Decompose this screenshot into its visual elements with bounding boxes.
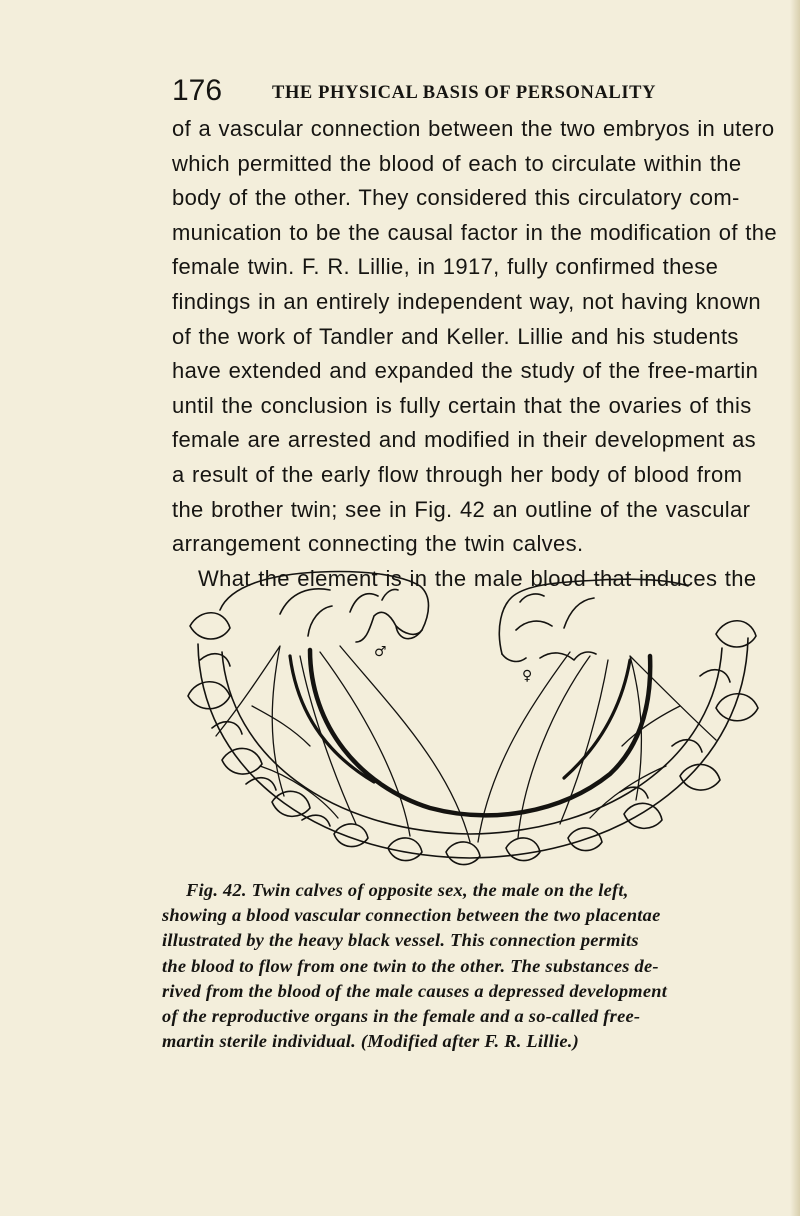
body-line: of the work of Tandler and Keller. Lillie and his students	[172, 323, 739, 349]
female-calf-head	[502, 594, 544, 661]
twin-calves-figure	[160, 556, 780, 874]
figure-caption	[162, 878, 772, 1054]
body-line: female are arrested and modified in their development as	[172, 427, 757, 453]
body-line: the brother twin; see in Fig. 42 an outline of the vascular	[172, 496, 751, 522]
female-calf-outline	[499, 579, 688, 660]
body-paragraph	[172, 112, 777, 596]
caption-line: showing a blood vascular connection between the two placentae	[162, 905, 661, 926]
page-number: 176	[172, 74, 223, 107]
male-calf-head	[382, 589, 422, 634]
caption-line: illustrated by the heavy black vessel. This connection permits	[162, 930, 639, 951]
twin-calves-illustration	[160, 556, 780, 874]
caption-line: rived from the blood of the male causes a depressed development	[162, 980, 668, 1001]
body-line: arrangement connecting the twin calves.	[172, 531, 584, 557]
body-line: until the conclusion is fully certain that the ovaries of this	[172, 392, 752, 418]
body-line: of a vascular connection between the two embryos in utero	[172, 116, 775, 141]
page-header	[172, 74, 692, 108]
body-line: munication to be the causal factor in the modification of the	[172, 219, 777, 245]
running-head: THE PHYSICAL BASIS OF PERSONALITY	[272, 83, 657, 103]
body-line: which permitted the blood of each to circulate within the	[172, 150, 742, 176]
male-calf-outline	[220, 572, 429, 642]
body-line: female twin. F. R. Lillie, in 1917, fully confirmed these	[172, 254, 719, 280]
caption-line: Fig. 42. Twin calves of opposite sex, the male on the left,	[186, 880, 629, 900]
connecting-vessel	[310, 650, 650, 815]
caption-line: the blood to flow from one twin to the other. The substances de-	[162, 955, 659, 976]
chorion-inner-arc	[222, 648, 722, 834]
body-line: body of the other. They considered this circulatory com-	[172, 185, 740, 211]
chorion-outer-arc	[198, 638, 748, 858]
body-line: a result of the early flow through her body of blood from	[172, 461, 743, 487]
caption-line: martin sterile individual. (Modified after F. R. Lillie.)	[162, 1031, 579, 1052]
body-line: findings in an entirely independent way, not having known	[172, 288, 761, 314]
male-symbol: ♂	[374, 644, 387, 660]
page-edge	[790, 0, 800, 1216]
body-line: What the element is in the male blood that induces the	[198, 565, 757, 591]
body-line: have extended and expanded the study of the free-martin	[172, 358, 759, 384]
connecting-vessel-branch	[290, 656, 630, 782]
female-symbol: ♀	[522, 668, 533, 684]
caption-line: of the reproductive organs in the female and a so-called free-	[162, 1006, 641, 1027]
